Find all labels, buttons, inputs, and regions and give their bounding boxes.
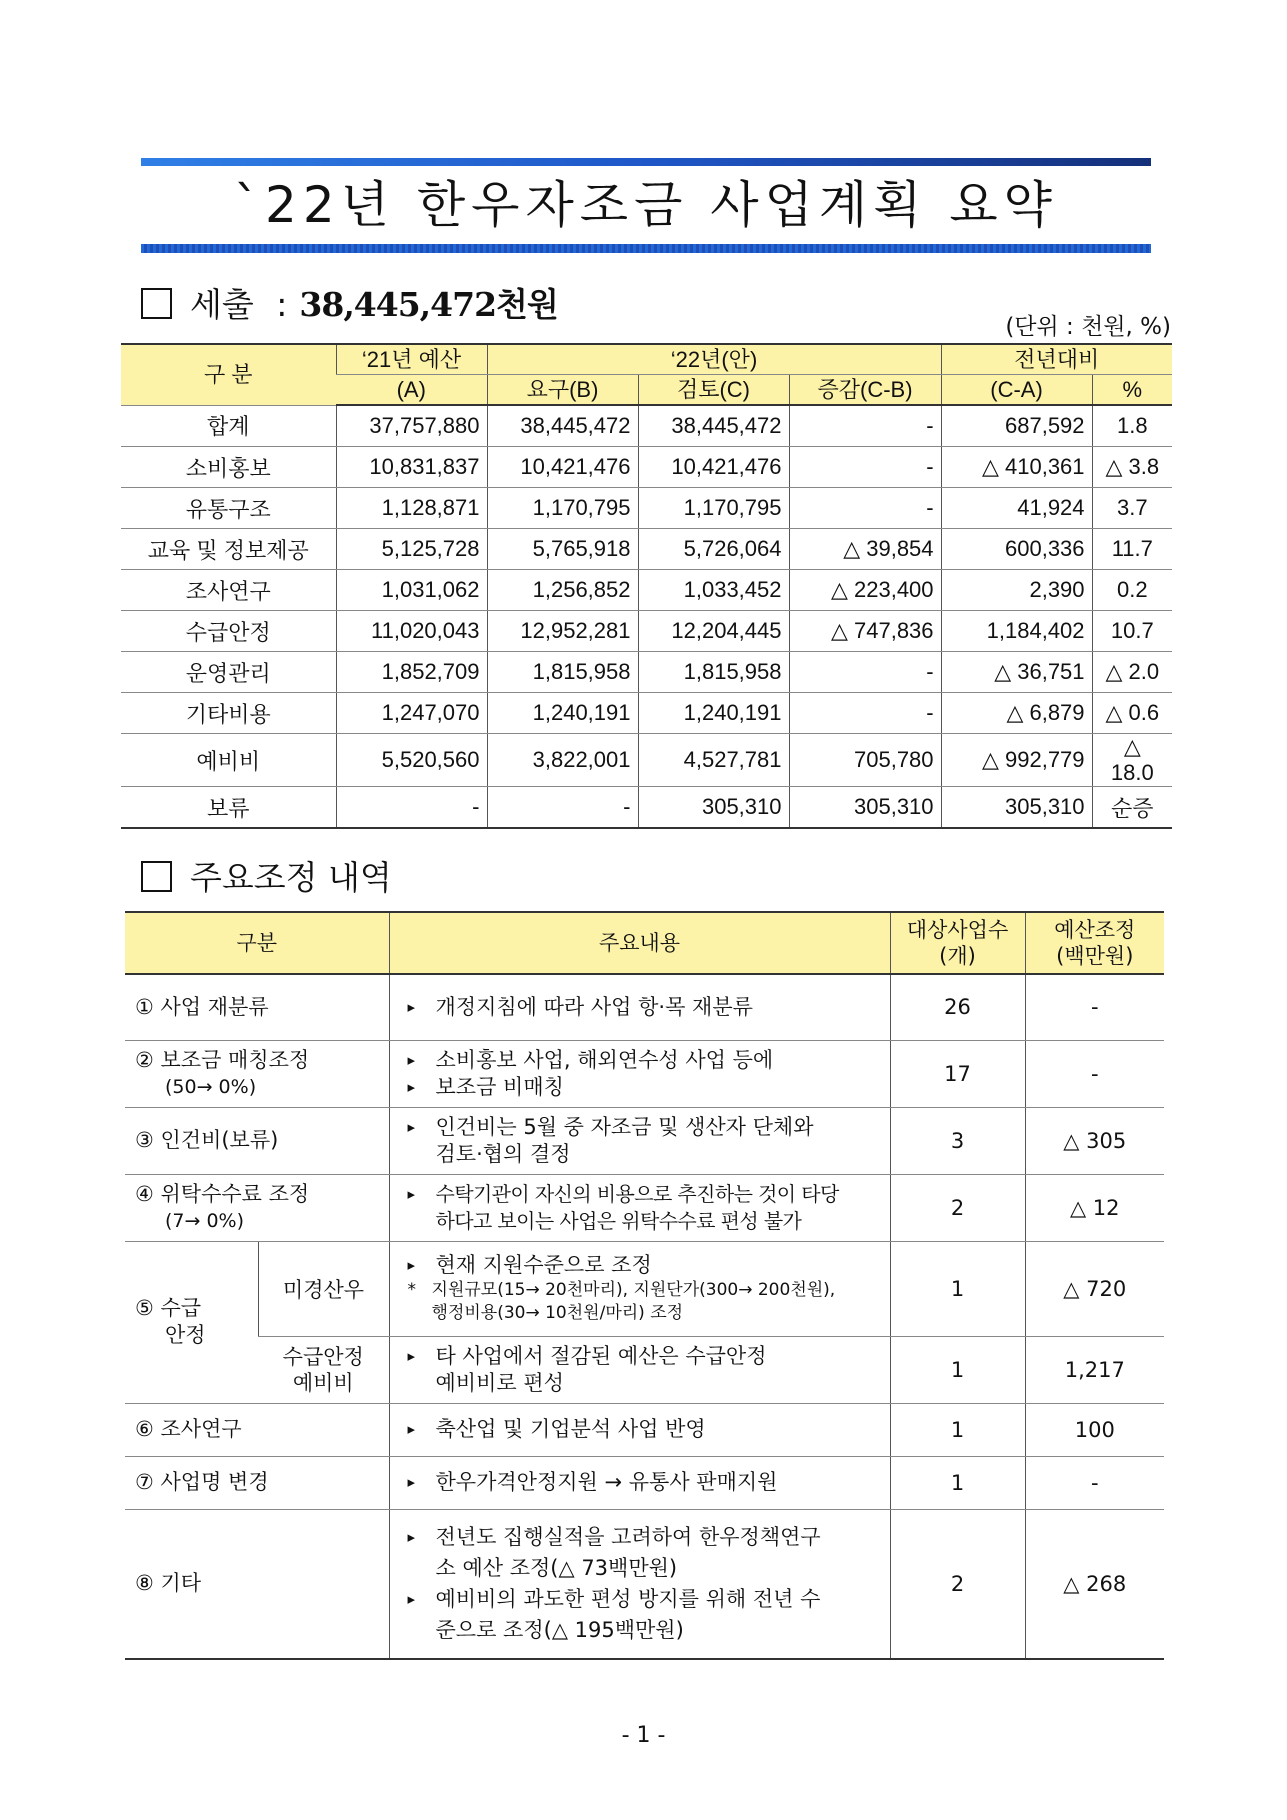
row-name: 운영관리 (121, 652, 336, 693)
section-label: 세출 (190, 285, 254, 324)
cell-pct: 0.2 (1092, 570, 1172, 611)
table-row (125, 1336, 1164, 1403)
table-row (125, 1040, 1164, 1107)
section-separator: : (276, 285, 288, 324)
row-count: 1 (890, 1403, 1025, 1456)
cell-pct: △ 3.8 (1092, 447, 1172, 488)
bullet-text: ▸ 인건비는 5월 중 자조금 및 생산자 단체와 (408, 1114, 880, 1141)
cell-ca: △ 6,879 (941, 693, 1092, 734)
row-name: 조사연구 (121, 570, 336, 611)
header-budget-label: 예산조정 (1054, 918, 1136, 942)
cell-ca: 687,592 (941, 405, 1092, 447)
row-count: 1 (890, 1336, 1025, 1403)
table-row (125, 1241, 1164, 1336)
cell-ca: △ 992,779 (941, 734, 1092, 787)
table-row (125, 1174, 1164, 1241)
cell-c: 38,445,472 (638, 405, 789, 447)
row-content (389, 1040, 890, 1107)
row-item (125, 1241, 258, 1403)
row-item-label-cont: 안정 (165, 1323, 206, 1347)
header-budget-unit: (백만원) (1056, 944, 1134, 968)
header-count (890, 912, 1025, 974)
cell-a: 1,247,070 (336, 693, 487, 734)
cell-cb: △ 223,400 (789, 570, 941, 611)
cell-b: 10,421,476 (487, 447, 638, 488)
bullet-text-cont: 검토·협의 결정 (435, 1141, 571, 1166)
header-budget (1025, 912, 1164, 974)
row-item: ⑦ 사업명 변경 (125, 1456, 389, 1509)
row-content (389, 974, 890, 1040)
note-text-cont: 행정비용(30→ 10천원/마리) 조정 (431, 1303, 684, 1323)
row-subitem (258, 1336, 389, 1403)
cell-cb: △ 39,854 (789, 529, 941, 570)
table-row (125, 1456, 1164, 1509)
row-name: 유통구조 (121, 488, 336, 529)
bullet-text-cont: 준으로 조정(△ 195백만원) (435, 1617, 684, 1642)
bullet-text: ▸ 타 사업에서 절감된 예산은 수급안정 (408, 1343, 880, 1370)
row-budget: △ 268 (1025, 1509, 1164, 1659)
table-row (121, 447, 1172, 488)
cell-pct: 10.7 (1092, 611, 1172, 652)
row-budget: 100 (1025, 1403, 1164, 1456)
cell-c: 5,726,064 (638, 529, 789, 570)
cell-pct: △ 2.0 (1092, 652, 1172, 693)
row-count: 1 (890, 1241, 1025, 1336)
row-content (389, 1174, 890, 1241)
cell-ca: 305,310 (941, 787, 1092, 829)
row-item: ① 사업 재분류 (125, 974, 389, 1040)
bullet-text: ▸ 소비홍보 사업, 해외연수성 사업 등에 (408, 1047, 880, 1074)
bullet-text: ▸ 한우가격안정지원 → 유통사 판매지원 (408, 1469, 880, 1496)
bullet-text-cont: 예비비로 편성 (435, 1370, 564, 1395)
row-content (389, 1403, 890, 1456)
bullet-text: ▸ 개정지침에 따라 사업 항·목 재분류 (408, 994, 880, 1021)
cell-ca: 2,390 (941, 570, 1092, 611)
row-count: 2 (890, 1174, 1025, 1241)
header-content: 주요내용 (389, 912, 890, 974)
cell-ca: △ 36,751 (941, 652, 1092, 693)
row-count: 2 (890, 1509, 1025, 1659)
row-content (389, 1456, 890, 1509)
cell-c: 1,170,795 (638, 488, 789, 529)
cell-cb: - (789, 447, 941, 488)
table-row (121, 405, 1172, 447)
bullet-text-cont-value: 보조금 비매칭 (435, 1074, 564, 1099)
expenditure-table (121, 343, 1172, 829)
table-row (125, 1107, 1164, 1174)
row-budget: △ 12 (1025, 1174, 1164, 1241)
row-name: 교육 및 정보제공 (121, 529, 336, 570)
table-row (121, 652, 1172, 693)
header-review: 검토(C) (638, 375, 789, 406)
header-pct: % (1092, 375, 1172, 406)
cell-b: 1,170,795 (487, 488, 638, 529)
cell-pct: △ 18.0 (1092, 734, 1172, 787)
cell-cb: 705,780 (789, 734, 941, 787)
row-item-sub: (50→ 0%) (165, 1075, 257, 1098)
row-name: 기타비용 (121, 693, 336, 734)
cell-ca: △ 410,361 (941, 447, 1092, 488)
cell-b: 12,952,281 (487, 611, 638, 652)
cell-a: 37,757,880 (336, 405, 487, 447)
row-content (389, 1107, 890, 1174)
cell-cb: - (789, 693, 941, 734)
unit-note: (단위 : 천원, %) (1005, 314, 1171, 340)
row-item (125, 1040, 389, 1107)
adjustment-table (125, 911, 1164, 1660)
page-number: - 1 - (621, 1723, 666, 1748)
bullet-text: ▸ 예비비의 과도한 편성 방지를 위해 전년 수 (408, 1584, 880, 1615)
cell-a: 5,520,560 (336, 734, 487, 787)
bullet-text: ▸ 전년도 집행실적을 고려하여 한우정책연구 (408, 1522, 880, 1553)
table-row (121, 488, 1172, 529)
cell-a: 5,125,728 (336, 529, 487, 570)
bullet-text-cont (408, 1074, 880, 1101)
row-item (125, 1174, 389, 1241)
row-budget: - (1025, 1456, 1164, 1509)
row-content (389, 1241, 890, 1336)
cell-c: 1,815,958 (638, 652, 789, 693)
cell-a: - (336, 787, 487, 829)
row-name: 예비비 (121, 734, 336, 787)
bullet-text: ▸ 수탁기관이 자신의 비용으로 추진하는 것이 타당 (408, 1181, 880, 1208)
note-text: * 지원규모(15→ 20천마리), 지원단가(300→ 200천원), (408, 1279, 880, 1302)
cell-a: 1,031,062 (336, 570, 487, 611)
cell-ca: 600,336 (941, 529, 1092, 570)
header-prev-year-sub: (A) (336, 375, 487, 406)
row-content (389, 1336, 890, 1403)
row-item: ⑧ 기타 (125, 1509, 389, 1659)
header-this-year: ‘22년(안) (487, 344, 941, 375)
cell-b: 1,815,958 (487, 652, 638, 693)
table-row (125, 1509, 1164, 1659)
bullet-text-cont: 하다고 보이는 사업은 위탁수수료 편성 불가 (435, 1208, 802, 1233)
table-row (121, 611, 1172, 652)
cell-b: - (487, 787, 638, 829)
header-count-unit: (개) (939, 944, 976, 968)
header-category: 구분 (125, 912, 389, 974)
cell-c: 10,421,476 (638, 447, 789, 488)
cell-c: 4,527,781 (638, 734, 789, 787)
checkbox-square-icon (141, 861, 172, 892)
row-budget: 1,217 (1025, 1336, 1164, 1403)
page-title: `22년 한우자조금 사업계획 요약 (234, 176, 1058, 234)
row-count: 1 (890, 1456, 1025, 1509)
row-item-label: ② 보조금 매칭조정 (135, 1047, 310, 1072)
section-expenditure (141, 285, 558, 325)
table-row (121, 787, 1172, 829)
cell-a: 10,831,837 (336, 447, 487, 488)
bullet-text: ▸ 현재 지원수준으로 조정 (408, 1252, 880, 1279)
title-bottom-bar (141, 244, 1151, 253)
row-item-label: ⑤ 수급 (135, 1296, 202, 1320)
checkbox-square-icon (141, 288, 172, 319)
row-item-sub: (7→ 0%) (165, 1209, 245, 1232)
cell-pct: 11.7 (1092, 529, 1172, 570)
cell-b: 38,445,472 (487, 405, 638, 447)
cell-cb: - (789, 405, 941, 447)
cell-pct: △ 0.6 (1092, 693, 1172, 734)
cell-c: 1,240,191 (638, 693, 789, 734)
cell-c: 12,204,445 (638, 611, 789, 652)
row-count: 3 (890, 1107, 1025, 1174)
row-content (389, 1509, 890, 1659)
row-name: 수급안정 (121, 611, 336, 652)
row-count: 17 (890, 1040, 1025, 1107)
row-item-label: ④ 위탁수수료 조정 (135, 1181, 310, 1206)
cell-a: 1,128,871 (336, 488, 487, 529)
cell-a: 11,020,043 (336, 611, 487, 652)
row-name: 소비홍보 (121, 447, 336, 488)
header-prev-year: ‘21년 예산 (336, 344, 487, 375)
header-request: 요구(B) (487, 375, 638, 406)
row-budget: △ 305 (1025, 1107, 1164, 1174)
row-subitem-label-cont: 예비비 (292, 1370, 354, 1395)
cell-c: 305,310 (638, 787, 789, 829)
cell-cb: 305,310 (789, 787, 941, 829)
cell-b: 1,240,191 (487, 693, 638, 734)
cell-b: 3,822,001 (487, 734, 638, 787)
row-budget: △ 720 (1025, 1241, 1164, 1336)
cell-b: 5,765,918 (487, 529, 638, 570)
table-row (121, 734, 1172, 787)
row-budget: - (1025, 1040, 1164, 1107)
row-item: ⑥ 조사연구 (125, 1403, 389, 1456)
section-adjustments (141, 858, 392, 898)
cell-cb: △ 747,836 (789, 611, 941, 652)
cell-pct: 1.8 (1092, 405, 1172, 447)
cell-a: 1,852,709 (336, 652, 487, 693)
expenditure-total: 38,445,472천원 (299, 285, 558, 324)
row-subitem: 미경산우 (258, 1241, 389, 1336)
table-row (121, 529, 1172, 570)
title-top-bar (141, 158, 1151, 166)
cell-ca: 1,184,402 (941, 611, 1092, 652)
row-budget: - (1025, 974, 1164, 1040)
header-count-label: 대상사업수 (906, 918, 1009, 942)
cell-cb: - (789, 488, 941, 529)
row-item: ③ 인건비(보류) (125, 1107, 389, 1174)
cell-c: 1,033,452 (638, 570, 789, 611)
header-category: 구 분 (121, 344, 336, 405)
cell-pct: 3.7 (1092, 488, 1172, 529)
row-count: 26 (890, 974, 1025, 1040)
section-label: 주요조정 내역 (190, 858, 392, 897)
table-row (125, 974, 1164, 1040)
row-name: 보류 (121, 787, 336, 829)
table-row (121, 570, 1172, 611)
table-row (125, 1403, 1164, 1456)
header-yoy-sub: (C-A) (941, 375, 1092, 406)
bullet-text: ▸ 축산업 및 기업분석 사업 반영 (408, 1416, 880, 1443)
row-name: 합계 (121, 405, 336, 447)
cell-b: 1,256,852 (487, 570, 638, 611)
cell-ca: 41,924 (941, 488, 1092, 529)
row-subitem-label: 수급안정 (282, 1344, 364, 1369)
header-yoy: 전년대비 (941, 344, 1172, 375)
header-change: 증감(C-B) (789, 375, 941, 406)
bullet-text-cont: 소 예산 조정(△ 73백만원) (435, 1555, 678, 1580)
cell-pct: 순증 (1092, 787, 1172, 829)
table-row (121, 693, 1172, 734)
cell-cb: - (789, 652, 941, 693)
